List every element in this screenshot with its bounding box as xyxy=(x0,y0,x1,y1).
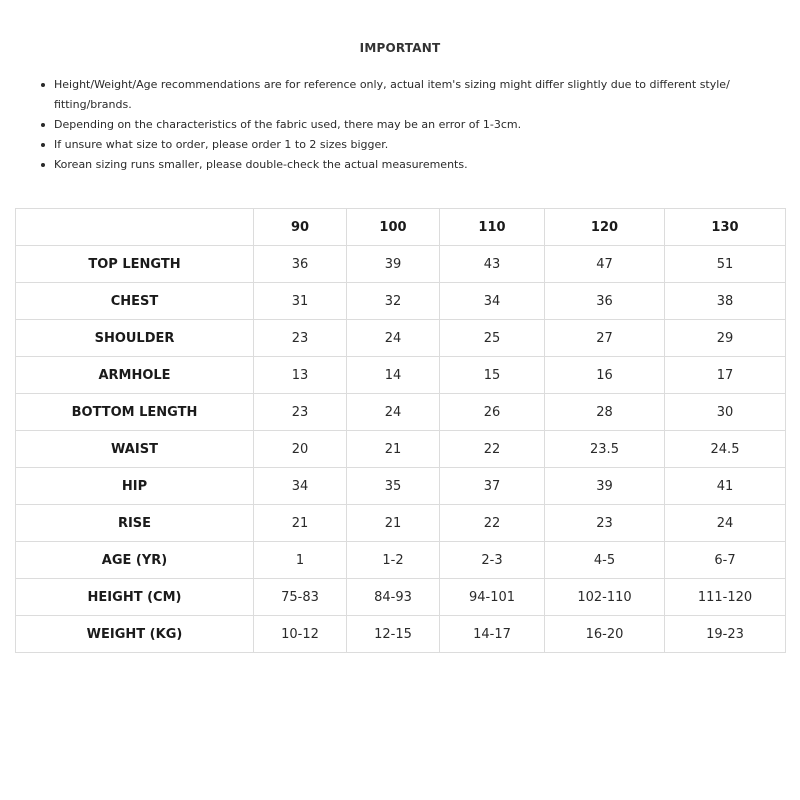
table-cell: 19-23 xyxy=(665,616,786,653)
note-item: Korean sizing runs smaller, please double-check the actual measurements. xyxy=(40,155,780,175)
table-header-row xyxy=(16,209,786,246)
size-chart-table xyxy=(15,208,786,653)
header-cell-size: 120 xyxy=(545,209,665,246)
table-cell: 27 xyxy=(545,320,665,357)
table-cell: 39 xyxy=(347,246,440,283)
table-cell: 47 xyxy=(545,246,665,283)
row-label: ARMHOLE xyxy=(16,357,254,394)
row-label: TOP LENGTH xyxy=(16,246,254,283)
table-body xyxy=(16,246,786,653)
table-cell: 37 xyxy=(440,468,545,505)
table-cell: 36 xyxy=(254,246,347,283)
row-label: HIP xyxy=(16,468,254,505)
table-row xyxy=(16,394,786,431)
table-cell: 21 xyxy=(347,505,440,542)
table-row xyxy=(16,320,786,357)
table-cell: 39 xyxy=(545,468,665,505)
header-cell-size: 90 xyxy=(254,209,347,246)
table-row xyxy=(16,246,786,283)
table-cell: 36 xyxy=(545,283,665,320)
note-item: If unsure what size to order, please order 1 to 2 sizes bigger. xyxy=(40,135,780,155)
row-label: HEIGHT (CM) xyxy=(16,579,254,616)
table-cell: 94-101 xyxy=(440,579,545,616)
table-cell: 4-5 xyxy=(545,542,665,579)
table-cell: 31 xyxy=(254,283,347,320)
table-cell: 13 xyxy=(254,357,347,394)
table-cell: 20 xyxy=(254,431,347,468)
table-cell: 23 xyxy=(254,320,347,357)
row-label: AGE (YR) xyxy=(16,542,254,579)
table-cell: 10-12 xyxy=(254,616,347,653)
header-cell-size: 110 xyxy=(440,209,545,246)
table-cell: 16-20 xyxy=(545,616,665,653)
table-row xyxy=(16,431,786,468)
table-cell: 23 xyxy=(545,505,665,542)
table-cell: 21 xyxy=(347,431,440,468)
table-cell: 32 xyxy=(347,283,440,320)
table-cell: 12-15 xyxy=(347,616,440,653)
table-cell: 21 xyxy=(254,505,347,542)
table-cell: 102-110 xyxy=(545,579,665,616)
row-label: WEIGHT (KG) xyxy=(16,616,254,653)
table-cell: 25 xyxy=(440,320,545,357)
table-cell: 14-17 xyxy=(440,616,545,653)
table-cell: 24 xyxy=(347,320,440,357)
table-cell: 24.5 xyxy=(665,431,786,468)
table-cell: 23 xyxy=(254,394,347,431)
table-cell: 34 xyxy=(440,283,545,320)
table-cell: 29 xyxy=(665,320,786,357)
table-cell: 84-93 xyxy=(347,579,440,616)
row-label: WAIST xyxy=(16,431,254,468)
table-cell: 16 xyxy=(545,357,665,394)
table-cell: 1 xyxy=(254,542,347,579)
table-row xyxy=(16,616,786,653)
table-row xyxy=(16,579,786,616)
table-row xyxy=(16,542,786,579)
table-cell: 14 xyxy=(347,357,440,394)
table-cell: 30 xyxy=(665,394,786,431)
header-cell-size: 100 xyxy=(347,209,440,246)
note-item: Depending on the characteristics of the fabric used, there may be an error of 1-3cm. xyxy=(40,115,780,135)
row-label: CHEST xyxy=(16,283,254,320)
table-cell: 24 xyxy=(347,394,440,431)
table-cell: 26 xyxy=(440,394,545,431)
table-cell: 41 xyxy=(665,468,786,505)
table-cell: 35 xyxy=(347,468,440,505)
note-item: Height/Weight/Age recommendations are for reference only, actual item's sizing might differ slightly due to different style/ fitting/brands. xyxy=(40,75,780,115)
table-row xyxy=(16,357,786,394)
table-cell: 111-120 xyxy=(665,579,786,616)
table-cell: 38 xyxy=(665,283,786,320)
row-label: BOTTOM LENGTH xyxy=(16,394,254,431)
table-cell: 23.5 xyxy=(545,431,665,468)
table-cell: 51 xyxy=(665,246,786,283)
table-cell: 43 xyxy=(440,246,545,283)
table-cell: 1-2 xyxy=(347,542,440,579)
row-label: SHOULDER xyxy=(16,320,254,357)
table-cell: 28 xyxy=(545,394,665,431)
table-cell: 22 xyxy=(440,431,545,468)
header-cell-empty xyxy=(16,209,254,246)
table-row xyxy=(16,505,786,542)
table-cell: 24 xyxy=(665,505,786,542)
table-cell: 34 xyxy=(254,468,347,505)
table-row xyxy=(16,283,786,320)
table-cell: 2-3 xyxy=(440,542,545,579)
table-cell: 22 xyxy=(440,505,545,542)
table-cell: 15 xyxy=(440,357,545,394)
table-cell: 75-83 xyxy=(254,579,347,616)
row-label: RISE xyxy=(16,505,254,542)
header-cell-size: 130 xyxy=(665,209,786,246)
table-row xyxy=(16,468,786,505)
table-cell: 17 xyxy=(665,357,786,394)
page-title: IMPORTANT xyxy=(359,41,441,55)
notes-list xyxy=(40,75,780,175)
table-cell: 6-7 xyxy=(665,542,786,579)
